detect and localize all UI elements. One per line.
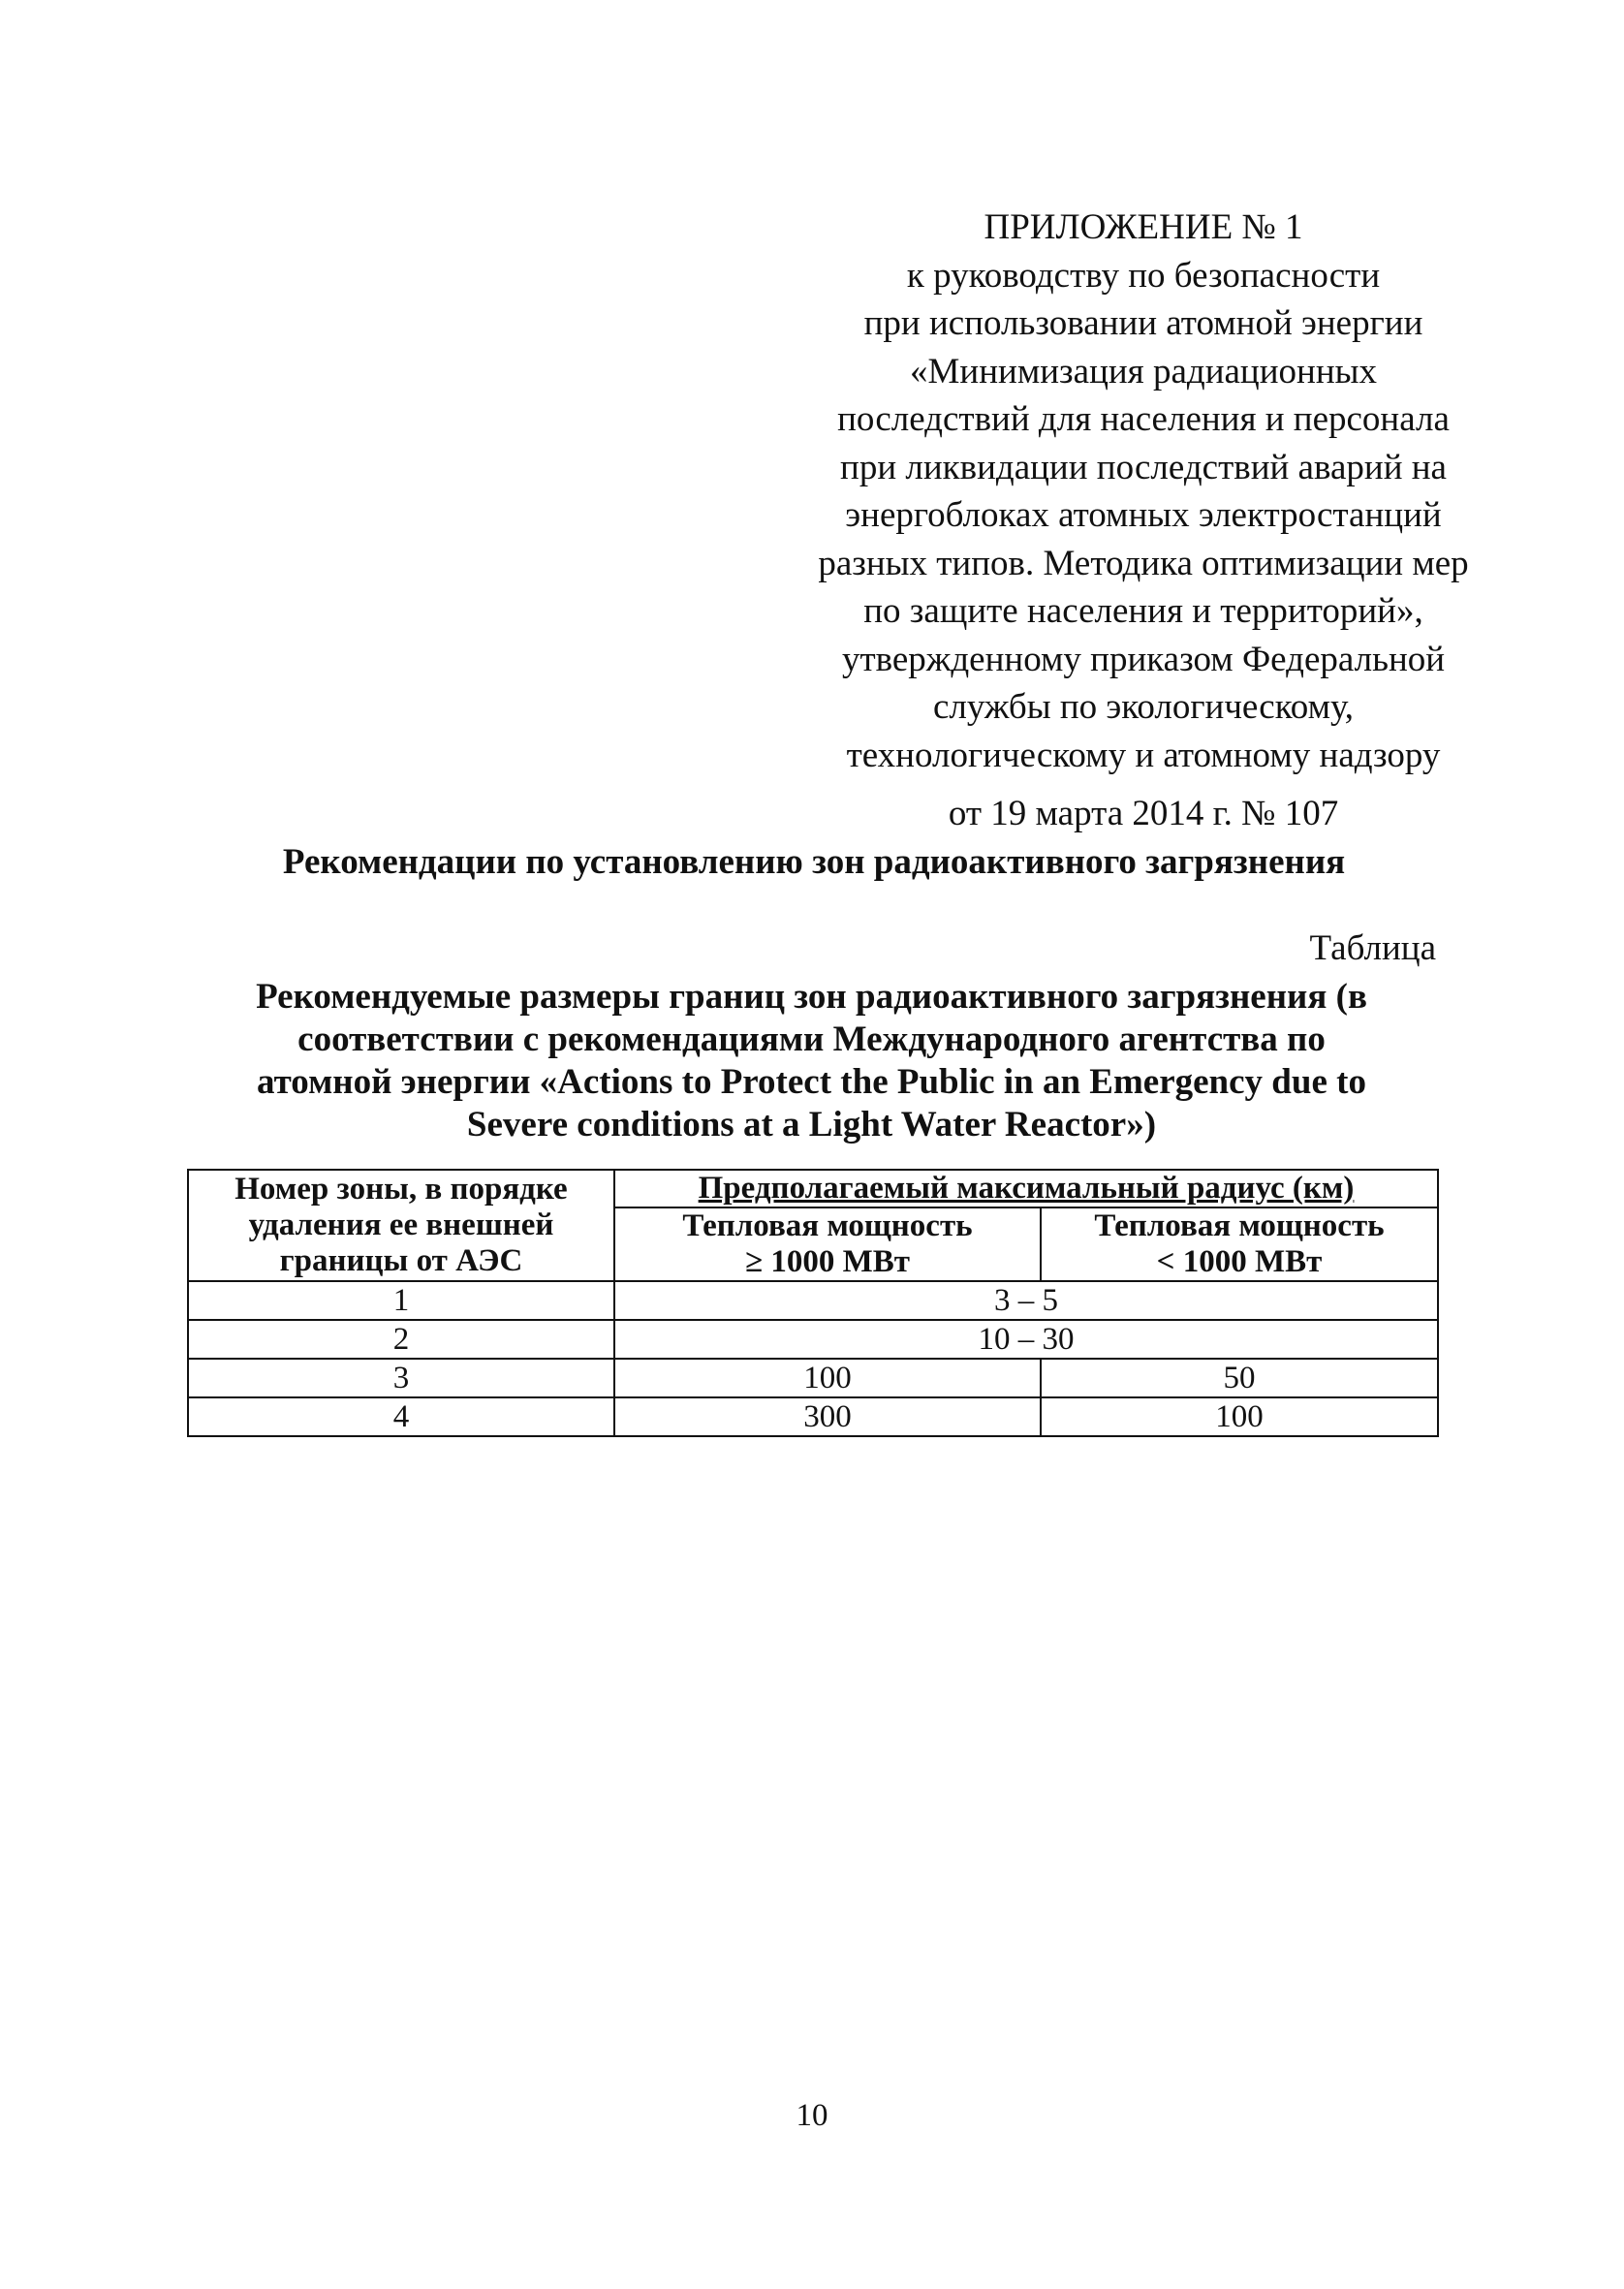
caption-line: атомной энергии «Actions to Protect the Public in an Emergency due to	[257, 1062, 1366, 1102]
annex-line: «Минимизация радиационных	[910, 351, 1377, 392]
table-row	[188, 1359, 1438, 1397]
annex-line: по защите населения и территорий»,	[863, 591, 1423, 631]
radius-low-cell: 50	[1041, 1359, 1438, 1397]
header-line: ≥ 1000 МВт	[745, 1244, 910, 1279]
annex-line: при использовании атомной энергии	[863, 303, 1423, 343]
annex-line: последствий для населения и персонала	[837, 399, 1450, 439]
high-power-header	[614, 1207, 1041, 1281]
zones-table	[187, 1169, 1439, 1437]
radius-merged-cell: 10 – 30	[614, 1320, 1438, 1359]
radius-high-cell: 100	[614, 1359, 1041, 1397]
annex-header	[775, 204, 1512, 838]
annex-line: службы по экологическому,	[932, 687, 1355, 727]
caption-line: соответствии с рекомендациями Международного агентства по	[297, 1019, 1326, 1059]
table-caption	[165, 976, 1458, 1146]
table-label: Таблица	[1309, 928, 1436, 968]
header-line: границы от АЭС	[279, 1243, 523, 1278]
table-row	[188, 1397, 1438, 1436]
annex-line: ПРИЛОЖЕНИЕ № 1	[984, 207, 1303, 247]
header-line: Номер зоны, в порядке	[234, 1172, 568, 1207]
low-power-header	[1041, 1207, 1438, 1281]
radius-group-label: Предполагаемый максимальный радиус (км)	[698, 1171, 1355, 1206]
caption-line: Severe conditions at a Light Water Reactor»)	[466, 1105, 1157, 1144]
header-line: Тепловая мощность	[682, 1208, 973, 1243]
zone-number-header	[188, 1170, 614, 1281]
annex-date: от 19 марта 2014 г. № 107	[948, 794, 1339, 833]
header-line: удаления ее внешней	[248, 1207, 554, 1242]
zone-number-cell: 3	[188, 1359, 614, 1397]
table-row	[188, 1281, 1438, 1320]
radius-merged-cell: 3 – 5	[614, 1281, 1438, 1320]
table-row	[188, 1320, 1438, 1359]
annex-line: утвержденному приказом Федеральной	[841, 639, 1446, 679]
annex-line: энергоблоках атомных электростанций	[845, 495, 1442, 535]
radius-group-header	[614, 1170, 1438, 1207]
radius-high-cell: 300	[614, 1397, 1041, 1436]
annex-line: разных типов. Методика оптимизации мер	[818, 543, 1469, 583]
header-line: Тепловая мощность	[1094, 1208, 1385, 1243]
zone-number-cell: 2	[188, 1320, 614, 1359]
caption-line: Рекомендуемые размеры границ зон радиоактивного загрязнения (в	[256, 977, 1367, 1017]
annex-line: к руководству по безопасности	[906, 255, 1381, 296]
table-header-row	[188, 1170, 1438, 1207]
header-line: < 1000 МВт	[1156, 1244, 1323, 1279]
radius-low-cell: 100	[1041, 1397, 1438, 1436]
annex-line: технологическому и атомному надзору	[846, 735, 1441, 775]
zone-number-cell: 1	[188, 1281, 614, 1320]
annex-line: при ликвидации последствий аварий на	[840, 447, 1447, 487]
section-heading: Рекомендации по установлению зон радиоактивного загрязнения	[282, 842, 1346, 882]
page-number: 10	[796, 2098, 828, 2133]
zone-number-cell: 4	[188, 1397, 614, 1436]
